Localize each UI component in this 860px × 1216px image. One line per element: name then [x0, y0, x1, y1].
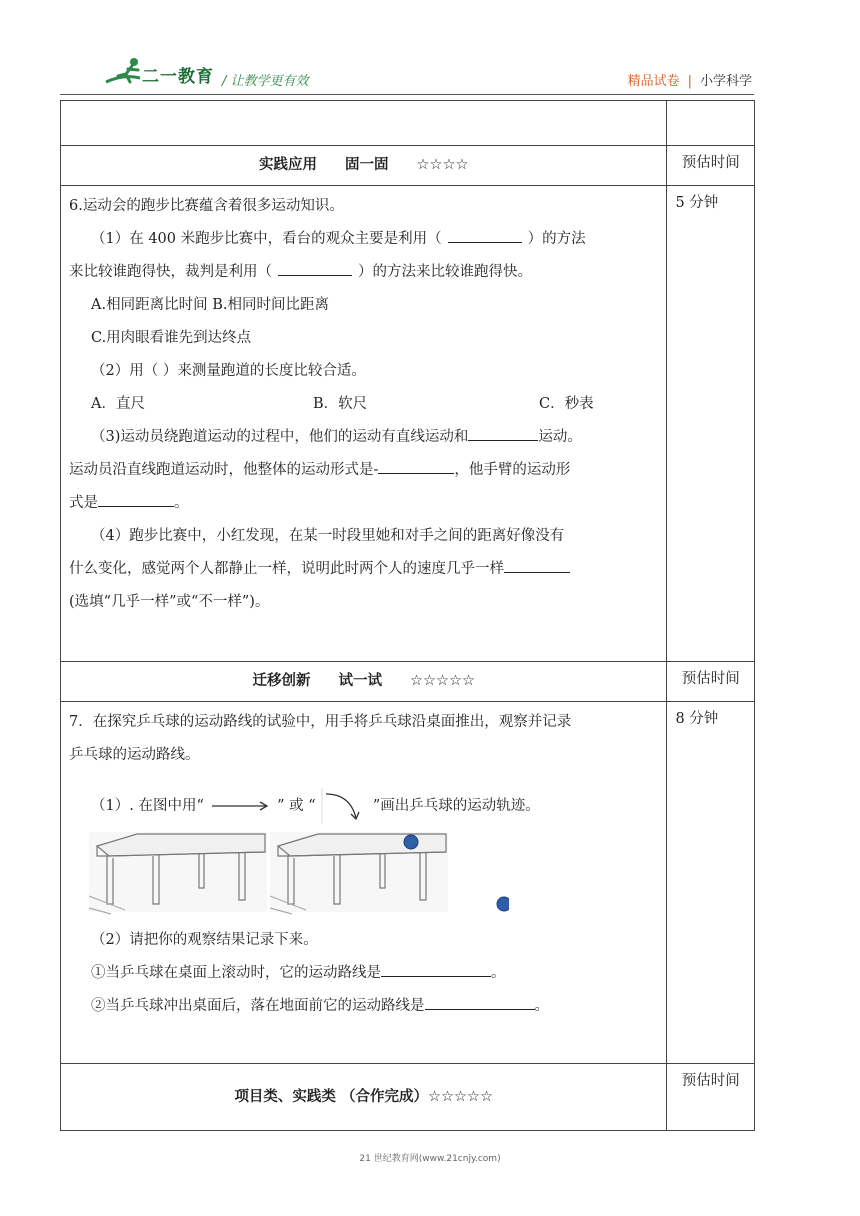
- q6-blank-speed[interactable]: [504, 554, 570, 573]
- q6-blank-overall[interactable]: [378, 455, 454, 474]
- q6-part1-text-b: ）的方法: [527, 231, 586, 247]
- q6-part1-text-c: 来比较谁跑得快，裁判是利用（: [69, 264, 272, 280]
- q6-part1: [69, 223, 658, 256]
- q7-part2: （2）请把你的观察结果记录下来。: [91, 932, 318, 948]
- table-sketch-left: [89, 832, 267, 914]
- question6-cell: [61, 186, 667, 662]
- q6-part4-line2: [69, 553, 658, 586]
- logo-text: 二一教育: [142, 67, 214, 87]
- q6-part3-line2: [69, 454, 658, 487]
- page-footer: 21 世纪教育网(www.21cnjy.com): [359, 1154, 501, 1164]
- q6-blank-curve[interactable]: [468, 422, 538, 441]
- q6-part1-text-d: ）的方法来比较谁跑得快。: [358, 264, 532, 280]
- q6-part3-text-b: 运动。: [538, 429, 582, 445]
- q7-item1-text: ①当乒乓球在桌面上滚动时，它的运动路线是: [91, 965, 381, 981]
- q6-part2: （2）用（ ）来测量跑道的长度比较合适。: [91, 363, 366, 379]
- q7-blank-falling[interactable]: [425, 991, 535, 1010]
- section1-time-value: 5 分钟: [667, 186, 755, 662]
- ball-on-floor-icon: [497, 897, 509, 911]
- q7-item1-end: 。: [491, 965, 506, 981]
- section3-header-row: [61, 1064, 755, 1131]
- q6-option-ab: A.相同距离比时间 B.相同时间比距离: [91, 297, 329, 313]
- q6-part4-line3: (选填“几乎一样”或“不一样”)。: [69, 594, 270, 610]
- q6-part4: （4）跑步比赛中，小红发现，在某一时段里她和对手之间的距离好像没有: [91, 528, 565, 544]
- q6-part3-text-a: （3)运动员绕跑道运动的过程中，他们的运动有直线运动和: [91, 429, 469, 445]
- q6-blank-arm[interactable]: [98, 488, 174, 507]
- q7-part1: [69, 786, 658, 826]
- q6-part3-text-f: 。: [174, 495, 189, 511]
- q7-blank-on-table[interactable]: [381, 958, 491, 977]
- q6-part2-option-b: B．软尺: [313, 396, 368, 412]
- table-illustrations: [89, 832, 658, 922]
- section2-body-row: [61, 702, 755, 1064]
- q7-item2-end: 。: [534, 998, 549, 1014]
- q6-blank-referee[interactable]: [278, 257, 352, 276]
- section1-title-cell: [61, 146, 667, 186]
- section2-header-row: [61, 662, 755, 702]
- section2-subtitle: 试一试: [338, 673, 382, 689]
- empty-cell-right: [667, 101, 755, 146]
- q6-part3-text-d: ，他手臂的运动形: [454, 462, 571, 478]
- q6-part2-option-c: C．秒表: [539, 396, 594, 412]
- section1-stars: ☆☆☆☆: [416, 157, 469, 173]
- brand: [628, 70, 752, 89]
- section2-stars: ☆☆☆☆☆: [409, 673, 475, 689]
- brand-separator: |: [687, 74, 692, 89]
- q6-part3: [69, 421, 658, 454]
- section1-body-row: [61, 186, 755, 662]
- section1-subtitle: 固一固: [344, 157, 389, 173]
- q6-option-c: C.用肉眼看谁先到达终点: [91, 330, 252, 346]
- brand-label-premium: 精品试卷: [627, 74, 680, 89]
- q7-part1-text-b: ” 或 “: [277, 798, 316, 814]
- q6-intro: 6.运动会的跑步比赛蕴含着很多运动知识。: [69, 198, 344, 214]
- section1-title: 实践应用: [258, 157, 317, 173]
- brand-label-subject: 小学科学: [699, 74, 752, 89]
- q6-part2-options: [69, 388, 658, 421]
- q7-intro-line2: 乒乓球的运动路线。: [69, 747, 200, 763]
- table-sketch-images: [89, 832, 509, 922]
- header-divider: [60, 94, 754, 95]
- q7-part2-item1: [69, 957, 658, 990]
- q6-part3-text-c: 运动员沿直线跑道运动时，他整体的运动形式是-: [69, 462, 379, 478]
- q6-part4-text-b: 什么变化，感觉两个人都静止一样，说明此时两个人的速度几乎一样: [69, 561, 504, 577]
- worksheet-table: [60, 100, 755, 1131]
- empty-cell-left: [61, 101, 667, 146]
- q6-part2-option-a: A．直尺: [91, 396, 145, 412]
- section2-title: 迁移创新: [252, 673, 311, 689]
- ball-on-table-icon: [404, 835, 418, 849]
- q6-part3-line3: [69, 487, 658, 520]
- page-header: [0, 0, 860, 100]
- q7-part1-text-c: ”画出乒乓球的运动轨迹。: [372, 798, 540, 814]
- q7-item2-text: ②当乒乓球冲出桌面后，落在地面前它的运动路线是: [91, 998, 425, 1014]
- q7-part1-text-a: （1）. 在图中用“: [91, 798, 204, 814]
- slogan: / 让教学更有效: [222, 74, 309, 89]
- section2-time-value: 8 分钟: [667, 702, 755, 1064]
- q7-part2-item2: [69, 990, 658, 1023]
- q6-part3-text-e: 式是: [69, 495, 98, 511]
- table-sketch-right: [270, 832, 448, 914]
- section3-time-label: 预估时间: [667, 1064, 755, 1131]
- q7-intro: 7．在探究乒乓球的运动路线的试验中，用手将乒乓球沿桌面推出，观察并记录: [69, 714, 572, 730]
- q6-part1-text-a: （1）在 400 米跑步比赛中，看台的观众主要是利用（: [91, 231, 442, 247]
- q6-part1-line2: [69, 256, 658, 289]
- section1-time-label: 预估时间: [667, 146, 755, 186]
- question7-cell: [61, 702, 667, 1064]
- section1-header-row: [61, 146, 755, 186]
- empty-row: [61, 101, 755, 146]
- q6-blank-spectator[interactable]: [448, 224, 522, 243]
- section2-title-cell: [61, 662, 667, 702]
- curved-arrow-icon: [320, 786, 368, 826]
- section3-title: 项目类、实践类 （合作完成）☆☆☆☆☆: [61, 1064, 667, 1131]
- section2-time-label: 预估时间: [667, 662, 755, 702]
- straight-arrow-icon: [208, 799, 272, 813]
